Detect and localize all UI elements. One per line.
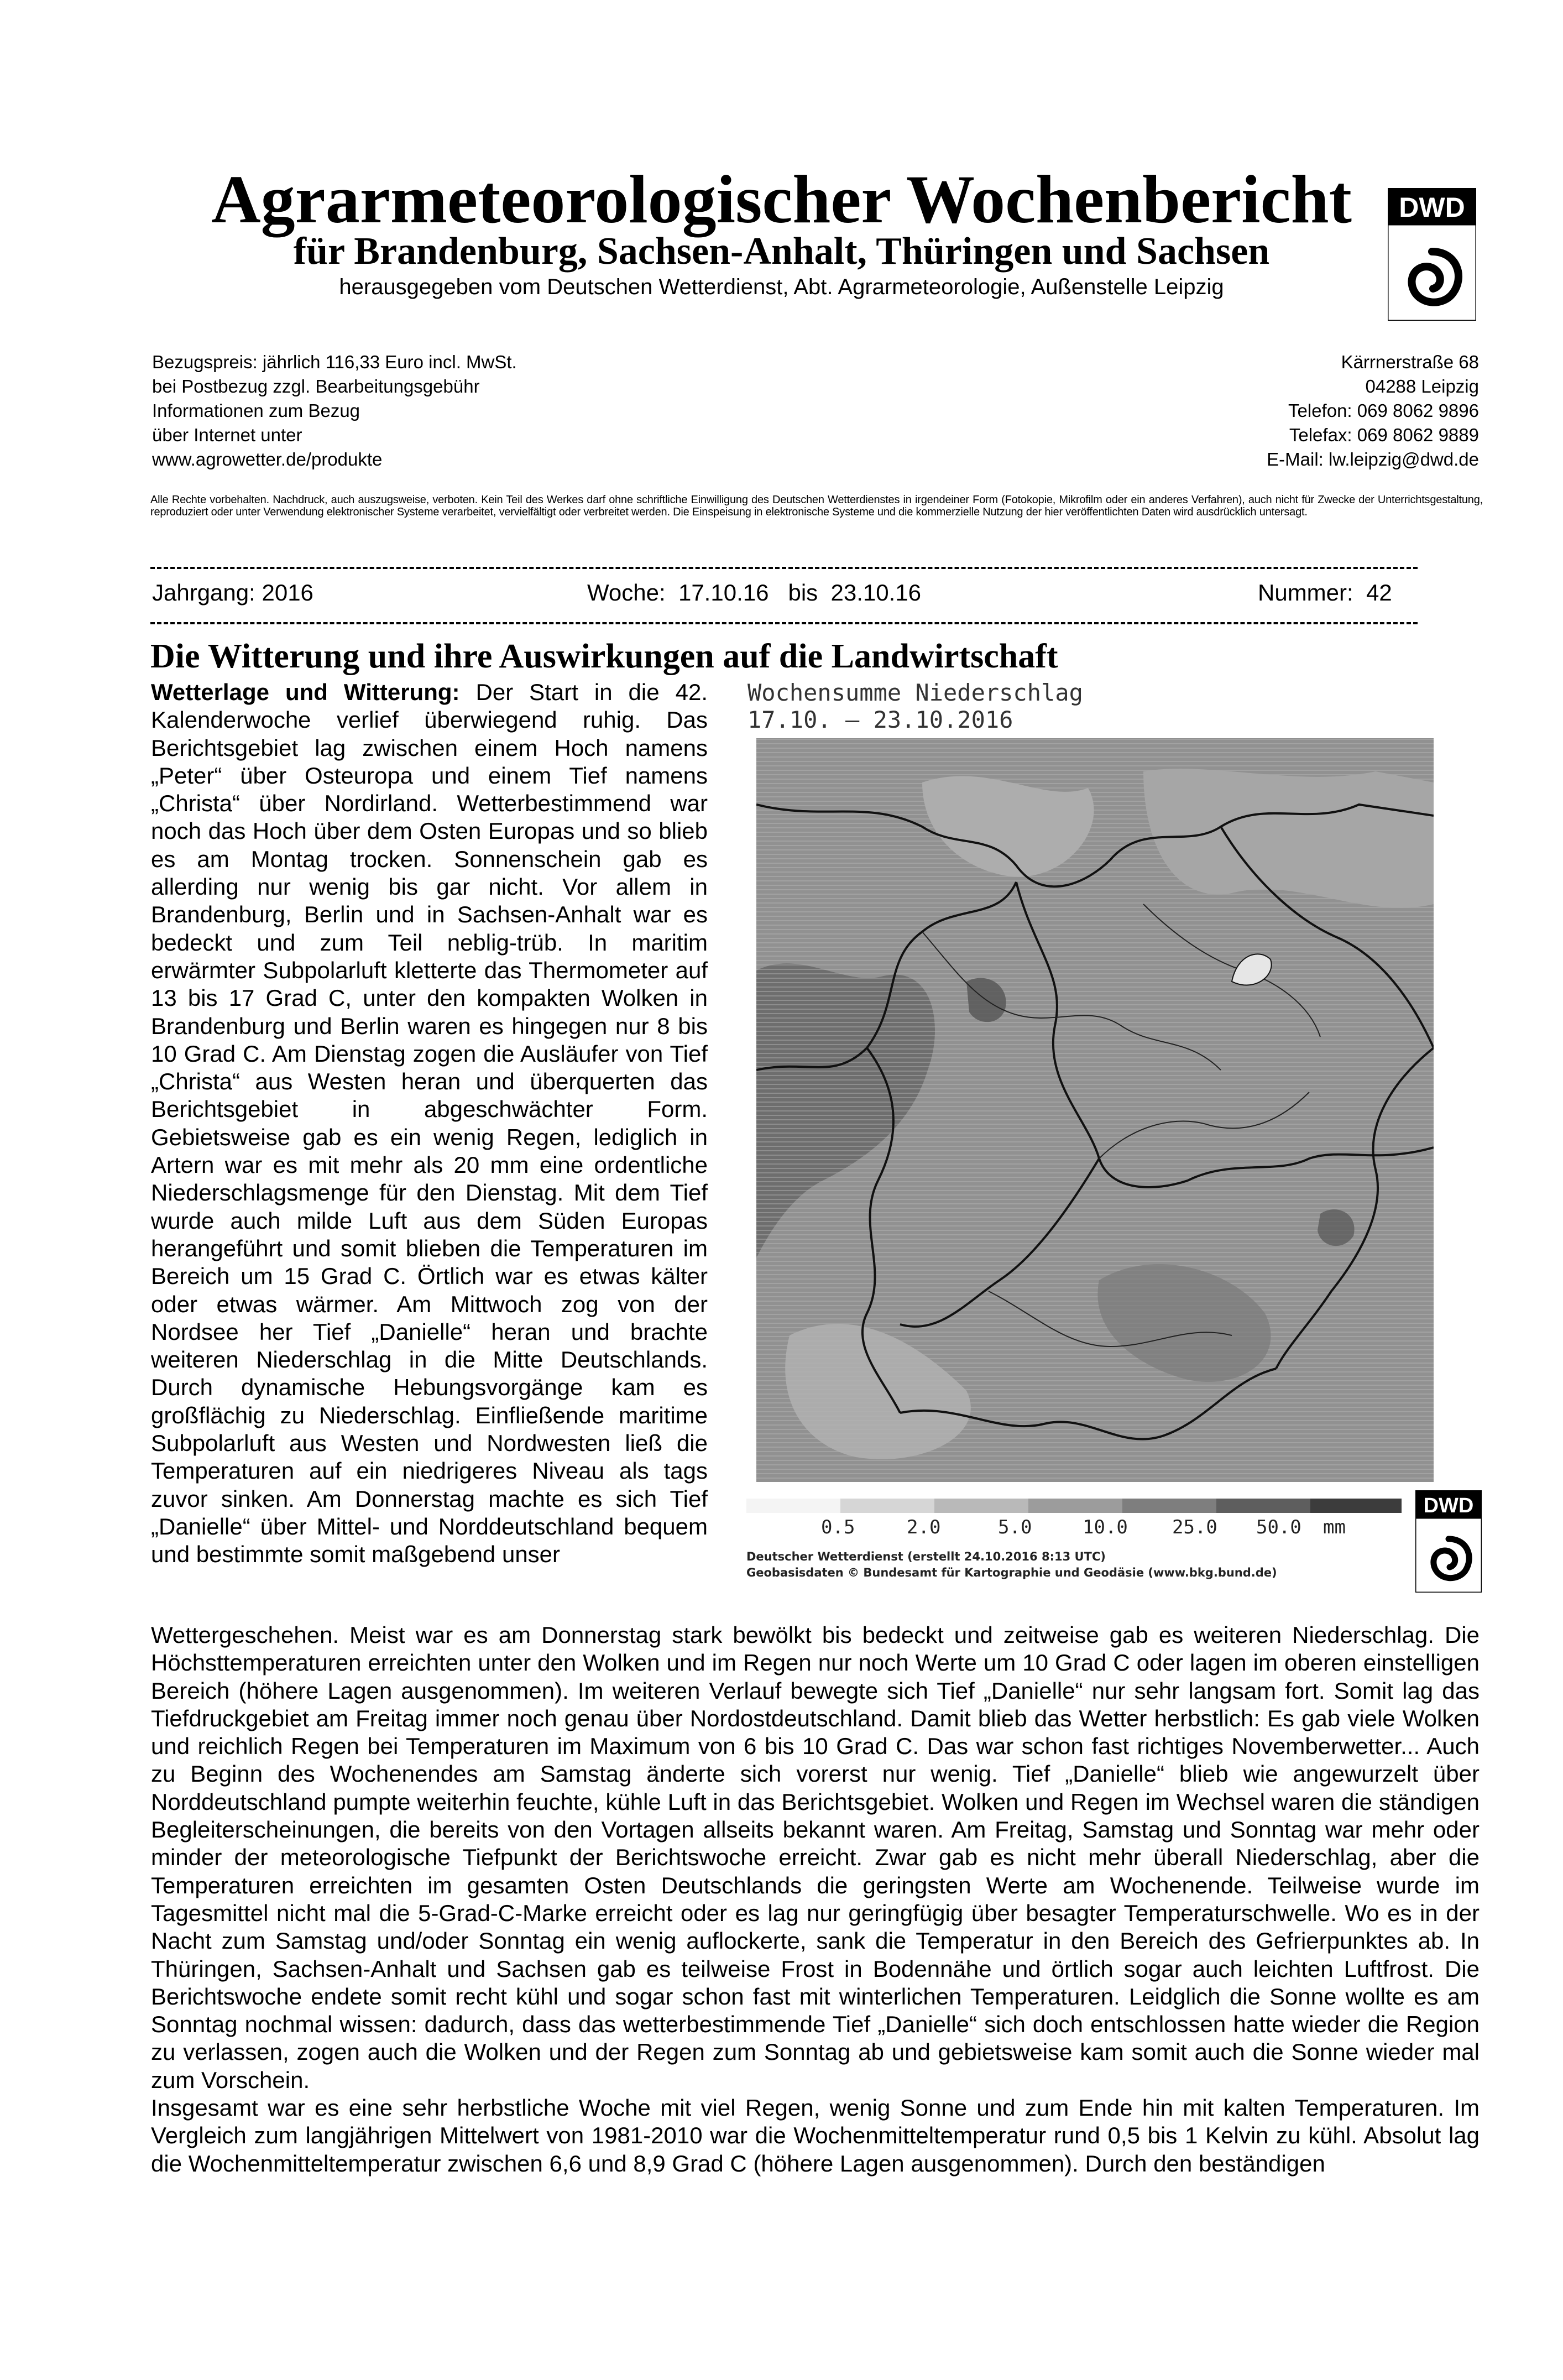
scale-segment xyxy=(1122,1499,1216,1513)
column-text xyxy=(151,678,708,1569)
scale-label: 10.0 xyxy=(1083,1516,1128,1538)
precipitation-map xyxy=(756,738,1434,1482)
map-dates: 17.10. – 23.10.2016 xyxy=(747,706,1013,733)
address-city: 04288 Leipzig xyxy=(1365,376,1479,396)
address-fax: Telefax: 069 8062 9889 xyxy=(1289,425,1479,445)
publisher-line: herausgegeben vom Deutschen Wetterdienst, Abt. Agrarmeteorologie, Außenstelle Leipzig xyxy=(339,275,1224,299)
pricing-line: Informationen zum Bezug xyxy=(152,400,360,421)
map-logo-text: DWD xyxy=(1423,1494,1474,1517)
product-link[interactable]: www.agrowetter.de/produkte xyxy=(152,449,383,469)
map-dwd-logo xyxy=(1415,1490,1482,1593)
pricing-line: über Internet unter xyxy=(152,425,302,445)
address-email[interactable]: E-Mail: lw.leipzig@dwd.de xyxy=(1267,449,1479,469)
scale-label: 5.0 xyxy=(998,1516,1032,1538)
column-paragraph: Der Start in die 42. Kalenderwoche verlief überwiegend ruhig. Das Berichtsgebiet lag zwischen einem Hoch namens „Peter“ über Osteuropa und einem Tief namens „Christa“ über Nordirland. Wetterbestimmend war noch das Hoch über dem Osten Europas und so blieb es am Montag trocken. Sonnenschein gab es allerding nur wenig bis gar nicht. Vor allem in Brandenburg, Berlin und in Sachsen-Anhalt war es bedeckt und zum Teil neblig-trüb. In maritim erwärmter Subpolarluft kletterte das Thermometer auf 13 bis 17 Grad C, unter den kompakten Wolken in Brandenburg und Berlin waren es hingegen nur 8 bis 10 Grad C. Am Dienstag zogen die Ausläufer von Tief „Christa“ aus Westen heran und überquerten das Berichtsgebiet in abgeschwächter Form. Gebietsweise gab es ein wenig Regen, lediglich in Artern war es mit mehr als 20 mm eine ordentliche Niederschlagsmenge für den Dienstag. Mit dem Tief wurde auch milde Luft aus dem Süden Europas herangeführt und somit blieben die Temperaturen im Bereich um 15 Grad C. Örtlich war es etwas kälter oder etwas wärmer. Am Mittwoch zog von der Nordsee her Tief „Danielle“ heran und brachte weiteren Niederschlag in die Mitte Deutschlands. Durch dynamische Hebungsvorgänge kam es großflächig zu Niederschlag. Einfließende maritime Subpolarluft aus Westen und Nordwesten ließ die Temperaturen auf ein niedrigeres Niveau als tags zuvor sinken. Am Donnerstag machte es sich Tief „Danielle“ über Mittel- und Norddeutschland bequem und bestimmte somit maßgebend unser xyxy=(151,679,708,1568)
address-block xyxy=(1267,350,1479,472)
dwd-logo-text: DWD xyxy=(1399,192,1465,223)
scale-label: 0.5 xyxy=(821,1516,855,1538)
scale-segment xyxy=(840,1499,934,1513)
scale-segment xyxy=(1028,1499,1122,1513)
pricing-line: bei Postbezug zzgl. Bearbeitungsgebühr xyxy=(152,376,480,396)
section-heading: Die Witterung und ihre Auswirkungen auf die Landwirtschaft xyxy=(150,638,1058,675)
dwd-logo xyxy=(1388,188,1476,321)
map-credit: Deutscher Wetterdienst (erstellt 24.10.2016 8:13 UTC) xyxy=(746,1550,1106,1563)
scale-segment xyxy=(746,1499,840,1513)
map-title: Wochensumme Niederschlag xyxy=(747,679,1083,706)
rights-notice: Alle Rechte vorbehalten. Nachdruck, auch auszugsweise, verboten. Kein Teil des Werkes darf ohne schriftliche Einwilligung des Deutschen Wetterdienstes in irgendeiner Form (Fotokopie, Mikrofilm oder ein anderes Verfahren), auch nicht für Zwecke der Unterrichtsgestaltung, reproduziert oder unter Verwendung elektronischer Systeme verarbeitet, vervielfältigt oder verbreitet werden. Die Einspeisung in elektronische Systeme und die kommerzielle Nutzung der hier veröffentlichten Daten wird ausdrücklich untersagt. xyxy=(150,494,1483,518)
pricing-line: Bezugspreis: jährlich 116,33 Euro incl. MwSt. xyxy=(152,352,517,372)
divider-bottom xyxy=(150,622,1418,624)
issue-number: Nummer: 42 xyxy=(1258,580,1392,606)
pricing-block xyxy=(152,350,517,472)
map-scale-bar xyxy=(746,1499,1402,1513)
scale-label: 2.0 xyxy=(907,1516,941,1538)
address-phone: Telefon: 069 8062 9896 xyxy=(1288,400,1479,421)
divider-top xyxy=(150,567,1418,569)
report-title: Agrarmeteorologischer Wochenbericht xyxy=(211,161,1352,237)
lead-label: Wetterlage und Witterung: xyxy=(151,679,460,705)
paragraph: Insgesamt war es eine sehr herbstliche Woche mit viel Regen, wenig Sonne und zum Ende hin mit kalten Temperaturen. Im Vergleich zum langjährigen Mittelwert von 1981-2010 war die Wochenmitteltemperatur rund 0,5 bis 1 Kelvin zu kühl. Absolut lag die Wochenmitteltemperatur zwischen 6,6 und 8,9 Grad C (höhere Lagen ausgenommen). Durch den beständigen xyxy=(151,2095,1480,2177)
address-street: Kärrnerstraße 68 xyxy=(1341,352,1479,372)
scale-label: 25.0 xyxy=(1172,1516,1217,1538)
issue-year: Jahrgang: 2016 xyxy=(152,580,313,606)
scale-segment xyxy=(934,1499,1028,1513)
full-width-text xyxy=(151,1621,1480,2178)
issue-week: Woche: 17.10.16 bis 23.10.16 xyxy=(587,580,921,606)
map-geodata-credit: Geobasisdaten © Bundesamt für Kartographie und Geodäsie (www.bkg.bund.de) xyxy=(746,1566,1277,1579)
scale-label: 50.0 xyxy=(1256,1516,1301,1538)
scale-unit: mm xyxy=(1323,1516,1346,1538)
report-subtitle: für Brandenburg, Sachsen-Anhalt, Thüringen und Sachsen xyxy=(293,230,1270,273)
scale-segment xyxy=(1310,1499,1402,1513)
paragraph: Wettergeschehen. Meist war es am Donnerstag stark bewölkt bis bedeckt und zeitweise gab es weiteren Niederschlag. Die Höchsttemperaturen erreichten unter den Wolken und im Regen nur noch Werte um 10 Grad C oder lagen im oberen einstelligen Bereich (höhere Lagen ausgenommen). Im weiteren Verlauf bewegte sich Tief „Danielle“ nur sehr langsam fort. Somit lag das Tiefdruckgebiet am Freitag immer noch genau über Nordostdeutschland. Damit blieb das Wetter herbstlich: Es gab viele Wolken und reichlich Regen bei Temperaturen im Maximum von 6 bis 10 Grad C. Das war schon fast richtiges Novemberwetter... Auch zu Beginn des Wochenendes am Samstag änderte sich vorerst nur wenig. Tief „Danielle“ blieb wie angewurzelt über Norddeutschland pumpte weiterhin feuchte, kühle Luft in das Berichtsgebiet. Wolken und Regen im Wechsel waren die ständigen Begleiterscheinungen, die bereits von den Vortagen allseits bekannt waren. Am Freitag, Samstag und Sonntag war mehr oder minder der meteorologische Tiefpunkt der Berichtswoche erreicht. Zwar gab es nicht mehr überall Niederschlag, aber die Temperaturen erreichten im gesamten Osten Deutschlands die geringsten Werte am Wochenende. Teilweise wurde im Tagesmittel nicht mal die 5-Grad-C-Marke erreicht oder es lag nur geringfügig über besagter Temperaturschwelle. Wo es in der Nacht zum Samstag und/oder Sonntag ein wenig auflockerte, sank die Temperatur in den Bereich des Gefrierpunktes ab. In Thüringen, Sachsen-Anhalt und Sachsen gab es teilweise Frost in Bodennähe und örtlich sogar auch leichten Luftfrost. Die Berichtswoche endete somit recht kühl und sogar schon fast mit winterlichen Temperaturen. Leidglich die Sonne wollte es am Sonntag nochmal wissen: dadurch, dass das wetterbestimmende Tief „Danielle“ sich doch entschlossen hatte wieder die Region zu verlassen, zogen auch die Wolken und der Regen zum Sonntag ab und gebietsweise kam somit auch die Sonne wieder mal zum Vorschein. xyxy=(151,1622,1480,2093)
scale-segment xyxy=(1216,1499,1310,1513)
